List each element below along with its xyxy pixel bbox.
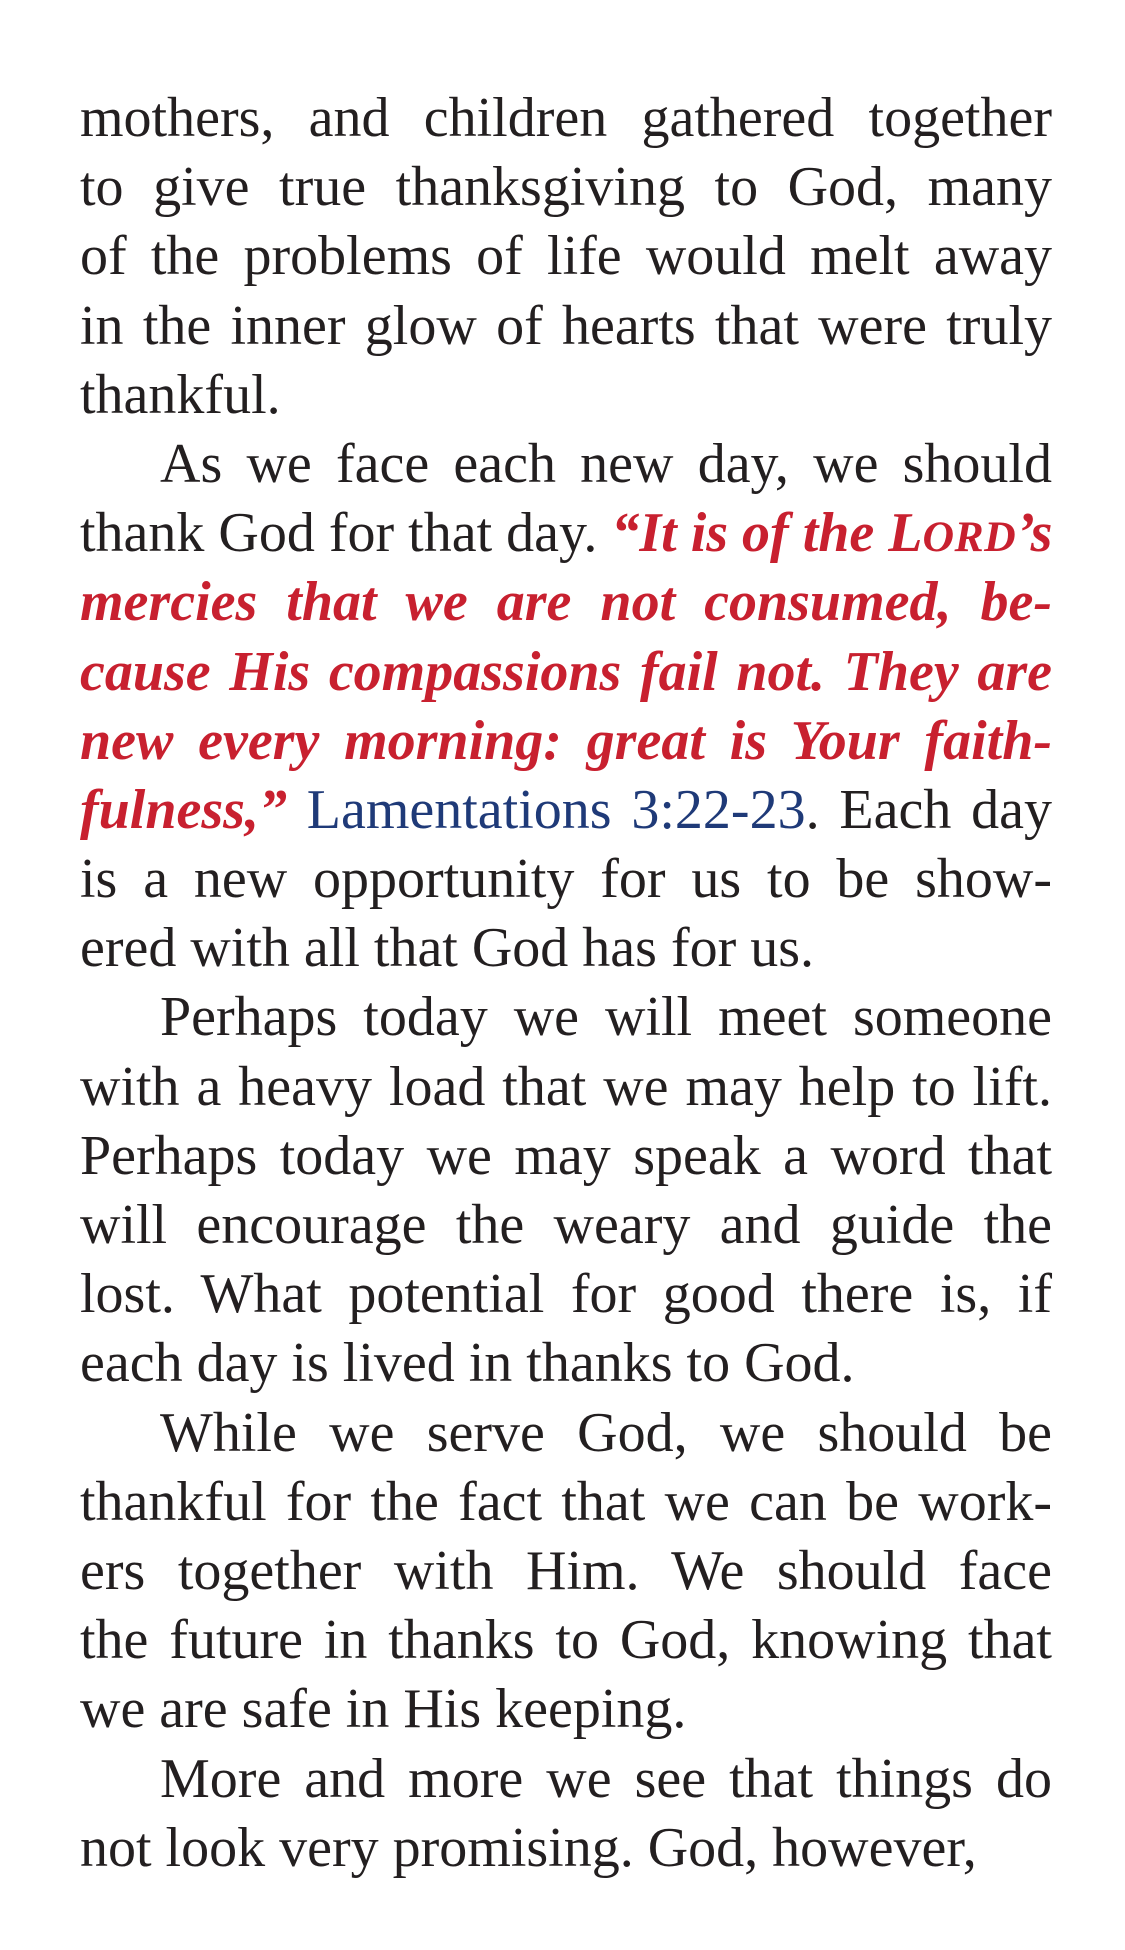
- paragraph-1: [80, 84, 1052, 430]
- text-line: [80, 776, 1052, 845]
- text-line: More and more we see that things do: [160, 1747, 1052, 1810]
- paragraph-5: [80, 1745, 1052, 1883]
- text-line: lost. What potential for good there is, if: [80, 1263, 1052, 1326]
- paragraph-4: [80, 1399, 1052, 1745]
- text-line: each day is lived in thanks to God.: [80, 1332, 855, 1395]
- text-line: As we face each new day, we should: [160, 432, 1052, 495]
- text-line: is a new opportunity for us to be show-: [80, 848, 1052, 911]
- text-line: ers together with Him. We should face: [80, 1539, 1052, 1602]
- text-line: mothers, and children gathered together: [80, 87, 1052, 149]
- text-line: will encourage the weary and guide the: [80, 1194, 1052, 1256]
- book-page: [80, 84, 1052, 1883]
- scripture-quote-line: cause His compassions fail not. They are: [80, 640, 1052, 703]
- paragraph-3: [80, 983, 1052, 1398]
- body-text: . Each day: [805, 778, 1052, 841]
- scripture-reference: Lamentations 3:22-23: [286, 778, 806, 841]
- text-line: [80, 499, 1052, 568]
- scripture-quote-line: new every morning: great is Your faith-: [80, 709, 1052, 772]
- text-line: of the problems of life would melt away: [80, 225, 1052, 288]
- text-line: Perhaps today we may speak a word that: [80, 1124, 1052, 1187]
- text-line: Perhaps today we will meet someone: [160, 986, 1052, 1049]
- text-line: to give true thanksgiving to God, many: [80, 156, 1052, 219]
- text-line: with a heavy load that we may help to lift.: [80, 1055, 1052, 1118]
- scripture-quote: “It is of the LORD’s: [611, 502, 1053, 565]
- scripture-quote-line: mercies that we are not consumed, be-: [80, 571, 1052, 634]
- text-line: the future in thanks to God, knowing that: [80, 1609, 1052, 1672]
- body-text: thank God for that day.: [80, 502, 612, 565]
- paragraph-2: [80, 430, 1052, 984]
- text-line: not look very promising. God, however,: [80, 1816, 977, 1879]
- scripture-quote: fulness,”: [80, 778, 287, 841]
- text-line: we are safe in His keeping.: [80, 1678, 687, 1741]
- text-line: ered with all that God has for us.: [80, 917, 815, 980]
- text-line: in the inner glow of hearts that were truly: [80, 294, 1052, 357]
- text-line: thankful for the fact that we can be work-: [80, 1470, 1052, 1533]
- text-line: thankful.: [80, 363, 281, 426]
- text-line: While we serve God, we should be: [160, 1401, 1052, 1464]
